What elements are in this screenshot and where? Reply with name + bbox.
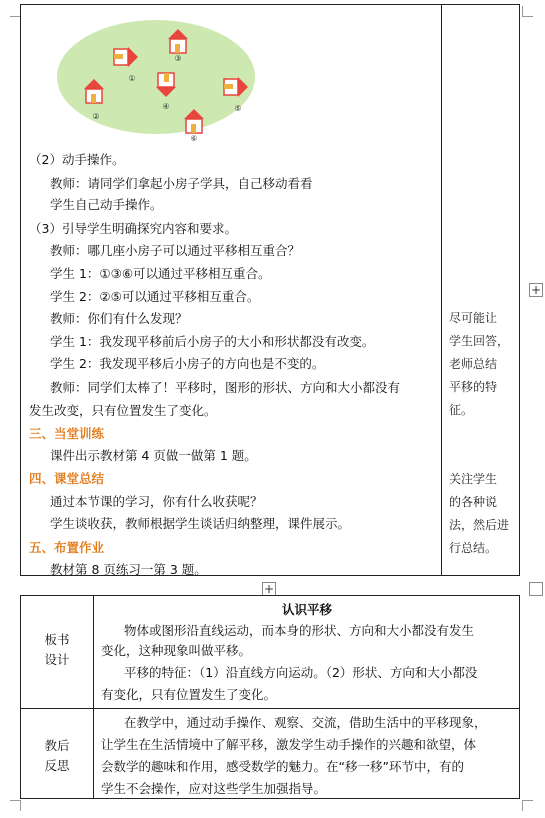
column-divider xyxy=(441,5,442,575)
lesson-line: 教师：你们有什么发现？ xyxy=(50,311,188,326)
lesson-line: 学生 2：我发现平移后小房子的方向也是不变的。 xyxy=(50,356,325,371)
house-number-label: ⑤ xyxy=(234,104,242,113)
section-heading: 三、当堂训练 xyxy=(29,426,105,441)
lesson-line: 教师：哪几座小房子可以通过平移相互重合？ xyxy=(50,243,301,258)
teacher-note-line: 关注学生 xyxy=(449,472,498,486)
lesson-process-table xyxy=(20,4,520,576)
lesson-line: 教师：请同学们拿起小房子学具，自己移动看看 xyxy=(50,176,313,191)
house-number-label: ⑥ xyxy=(190,134,198,143)
reflection-line: 会数学的趣味和作用，感受数学的魅力。在“移一移”环节中，有的 xyxy=(101,759,464,774)
board-design-label: 板书 设计 xyxy=(44,632,70,667)
add-row-button[interactable]: + xyxy=(530,283,542,297)
table-resize-icon[interactable] xyxy=(529,582,543,596)
board-title: 认识平移 xyxy=(281,602,332,617)
lesson-line: 学生 1：我发现平移前后小房子的大小和形状都没有改变。 xyxy=(50,334,375,349)
lesson-line: 教材第 8 页练习一第 3 题。 xyxy=(50,562,207,577)
add-row-button[interactable]: + xyxy=(263,582,275,596)
page-corner-mark xyxy=(522,6,533,17)
teacher-note-line: 老师总结 xyxy=(449,357,498,371)
house-door xyxy=(224,84,233,89)
reflection-label: 教后 反思 xyxy=(44,738,70,773)
section-heading: 五、布置作业 xyxy=(29,540,105,555)
house-door xyxy=(91,94,96,103)
lesson-line: 教师：同学们太棒了！平移时，图形的形状、方向和大小都没有 xyxy=(50,380,401,395)
green-ellipse xyxy=(57,20,255,134)
teacher-note-line: 尽可能让 xyxy=(449,311,498,325)
section-heading: 四、课堂总结 xyxy=(29,471,105,486)
house-number-label: ② xyxy=(92,112,100,121)
house-door xyxy=(175,44,180,53)
teacher-note xyxy=(449,468,515,560)
lesson-line: 学生 1：①③⑥可以通过平移相互重合。 xyxy=(50,266,271,281)
lesson-line: （2）动手操作。 xyxy=(29,152,125,167)
lesson-line: 发生改变，只有位置发生了变化。 xyxy=(29,403,217,418)
page-corner-mark xyxy=(10,800,21,811)
board-line: 有变化，只有位置发生了变化。 xyxy=(101,687,277,702)
teacher-note xyxy=(449,307,515,422)
lesson-line: 通过本节课的学习，你有什么收获呢？ xyxy=(50,494,263,509)
page-corner-mark xyxy=(522,800,533,811)
lesson-line: 学生自己动手操作。 xyxy=(50,197,163,212)
lesson-line: 学生 2：②⑤可以通过平移相互重合。 xyxy=(50,289,260,304)
house-door xyxy=(191,124,196,133)
house-number-label: ③ xyxy=(174,54,182,63)
reflection-line: 让学生在生活情境中了解平移，激发学生动手操作的兴趣和欲望，体 xyxy=(101,737,477,752)
reflection-line: 在教学中，通过动手操作、观察、交流，借助生活中的平移现象， xyxy=(124,715,487,730)
board-and-reflection-table xyxy=(20,595,520,799)
house-number-label: ④ xyxy=(162,102,170,111)
row-divider xyxy=(21,708,519,709)
house-number-label: ① xyxy=(128,74,136,83)
column-divider xyxy=(93,596,94,798)
board-line: 平移的特征：（1）沿直线方向运动。（2）形状、方向和大小都没 xyxy=(124,665,478,680)
teacher-note-line: 法，然后进 xyxy=(449,518,510,532)
lesson-line: 课件出示教材第 4 页做一做第 1 题。 xyxy=(50,448,257,463)
teacher-note-line: 的各种说 xyxy=(449,495,498,509)
teacher-note-line: 平移的特 xyxy=(449,380,498,394)
houses-illustration xyxy=(56,15,256,143)
board-line: 物体或图形沿直线运动，而本身的形状、方向和大小都没有发生 xyxy=(124,623,475,638)
reflection-line: 学生不会操作，应对这些学生加强指导。 xyxy=(101,781,327,796)
house-door xyxy=(114,54,123,59)
house-door xyxy=(164,73,169,82)
teacher-note-line: 征。 xyxy=(449,403,474,417)
teacher-note-line: 学生回答， xyxy=(449,334,510,348)
lesson-line: 学生谈收获，教师根据学生谈话归纳整理，课件展示。 xyxy=(50,516,351,531)
board-line: 变化，这种现象叫做平移。 xyxy=(101,643,252,658)
teacher-note-line: 行总结。 xyxy=(449,541,498,555)
lesson-line: （3）引导学生明确探究内容和要求。 xyxy=(29,221,237,236)
